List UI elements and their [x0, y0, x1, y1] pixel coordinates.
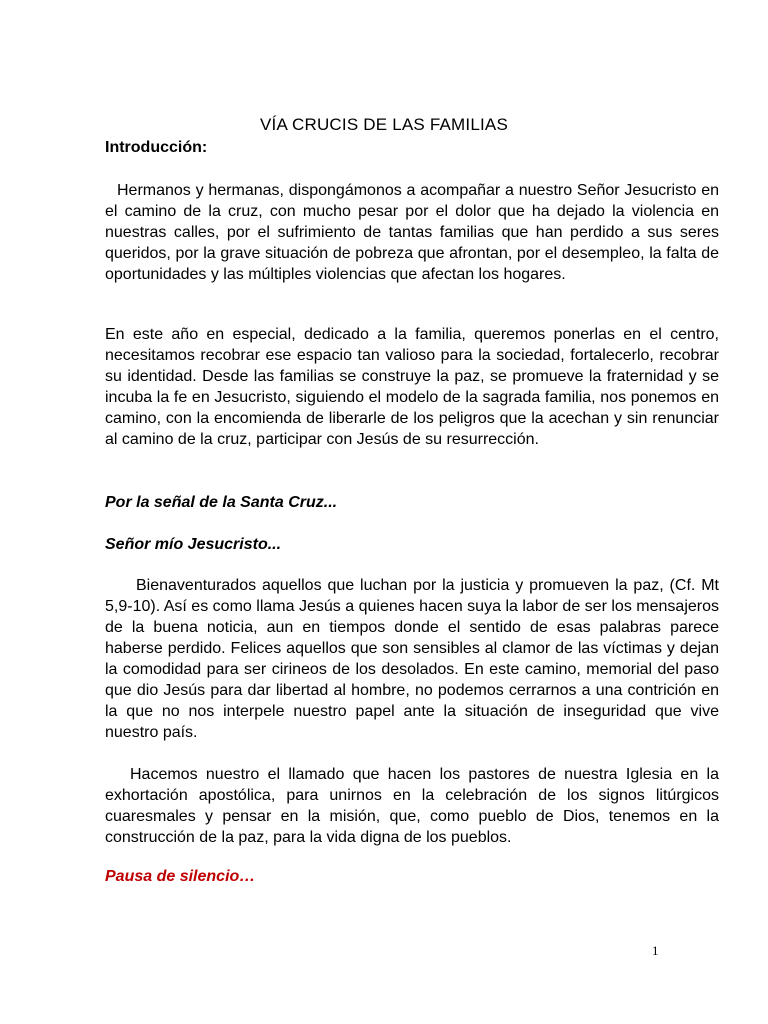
family-year-paragraph: En este año en especial, dedicado a la familia, queremos ponerlas en el centro, necesitamos recobrar ese espacio tan valioso para la sociedad, fortalecerlo, recobrar su identidad. Desde las familias se construye la paz, se promueve la fraternidad y se incuba la fe en Jesucristo, siguiendo el modelo de la sagrada familia, nos ponemos en camino, con la encomienda de liberarle de los peligros que la acechan y sin renunciar al camino de la cruz, participar con Jesús de su resurrección.: [105, 326, 719, 448]
intro-paragraph: Hermanos y hermanas, dispongámonos a acompañar a nuestro Señor Jesucristo en el camino de la cruz, con mucho pesar por el dolor que ha dejado la violencia en nuestras calles, por el sufrimiento de tantas familias que han perdido a sus seres queridos, por la grave situación de pobreza que afrontan, por el desempleo, la falta de oportunidades y las múltiples violencias que afectan los hogares.: [105, 182, 719, 283]
lord-prayer-line: Señor mío Jesucristo...: [105, 536, 282, 553]
intro-heading: Introducción:: [105, 139, 208, 156]
pause-of-silence: Pausa de silencio…: [105, 868, 256, 885]
sign-of-cross-line: Por la señal de la Santa Cruz...: [105, 494, 338, 511]
document-title: VÍA CRUCIS DE LAS FAMILIAS: [260, 115, 508, 134]
pastors-call-paragraph: Hacemos nuestro el llamado que hacen los pastores de nuestra Iglesia en la exhortación apostólica, para unirnos en la celebración de los signos litúrgicos cuaresmales y pensar en la misión, que, como pueblo de Dios, tenemos en la construcción de la paz, para la vida digna de los pueblos.: [105, 766, 719, 846]
beatitudes-paragraph: Bienaventurados aquellos que luchan por la justicia y promueven la paz, (Cf. Mt 5,9-10). Así es como llama Jesús a quienes hacen suya la labor de ser los mensajeros de la buena noticia, aun en tiempos donde el sentido de esas palabras parece haberse perdido. Felices aquellos que son sensibles al clamor de las víctimas y dejan la comodidad para ser cirineos de los desolados. En este camino, memorial del paso que dio Jesús para dar libertad al hombre, no podemos cerrarnos a una contrición en la que no nos interpele nuestro papel ante la situación de inseguridad que vive nuestro país.: [105, 577, 719, 741]
page-number: 1: [652, 943, 659, 958]
